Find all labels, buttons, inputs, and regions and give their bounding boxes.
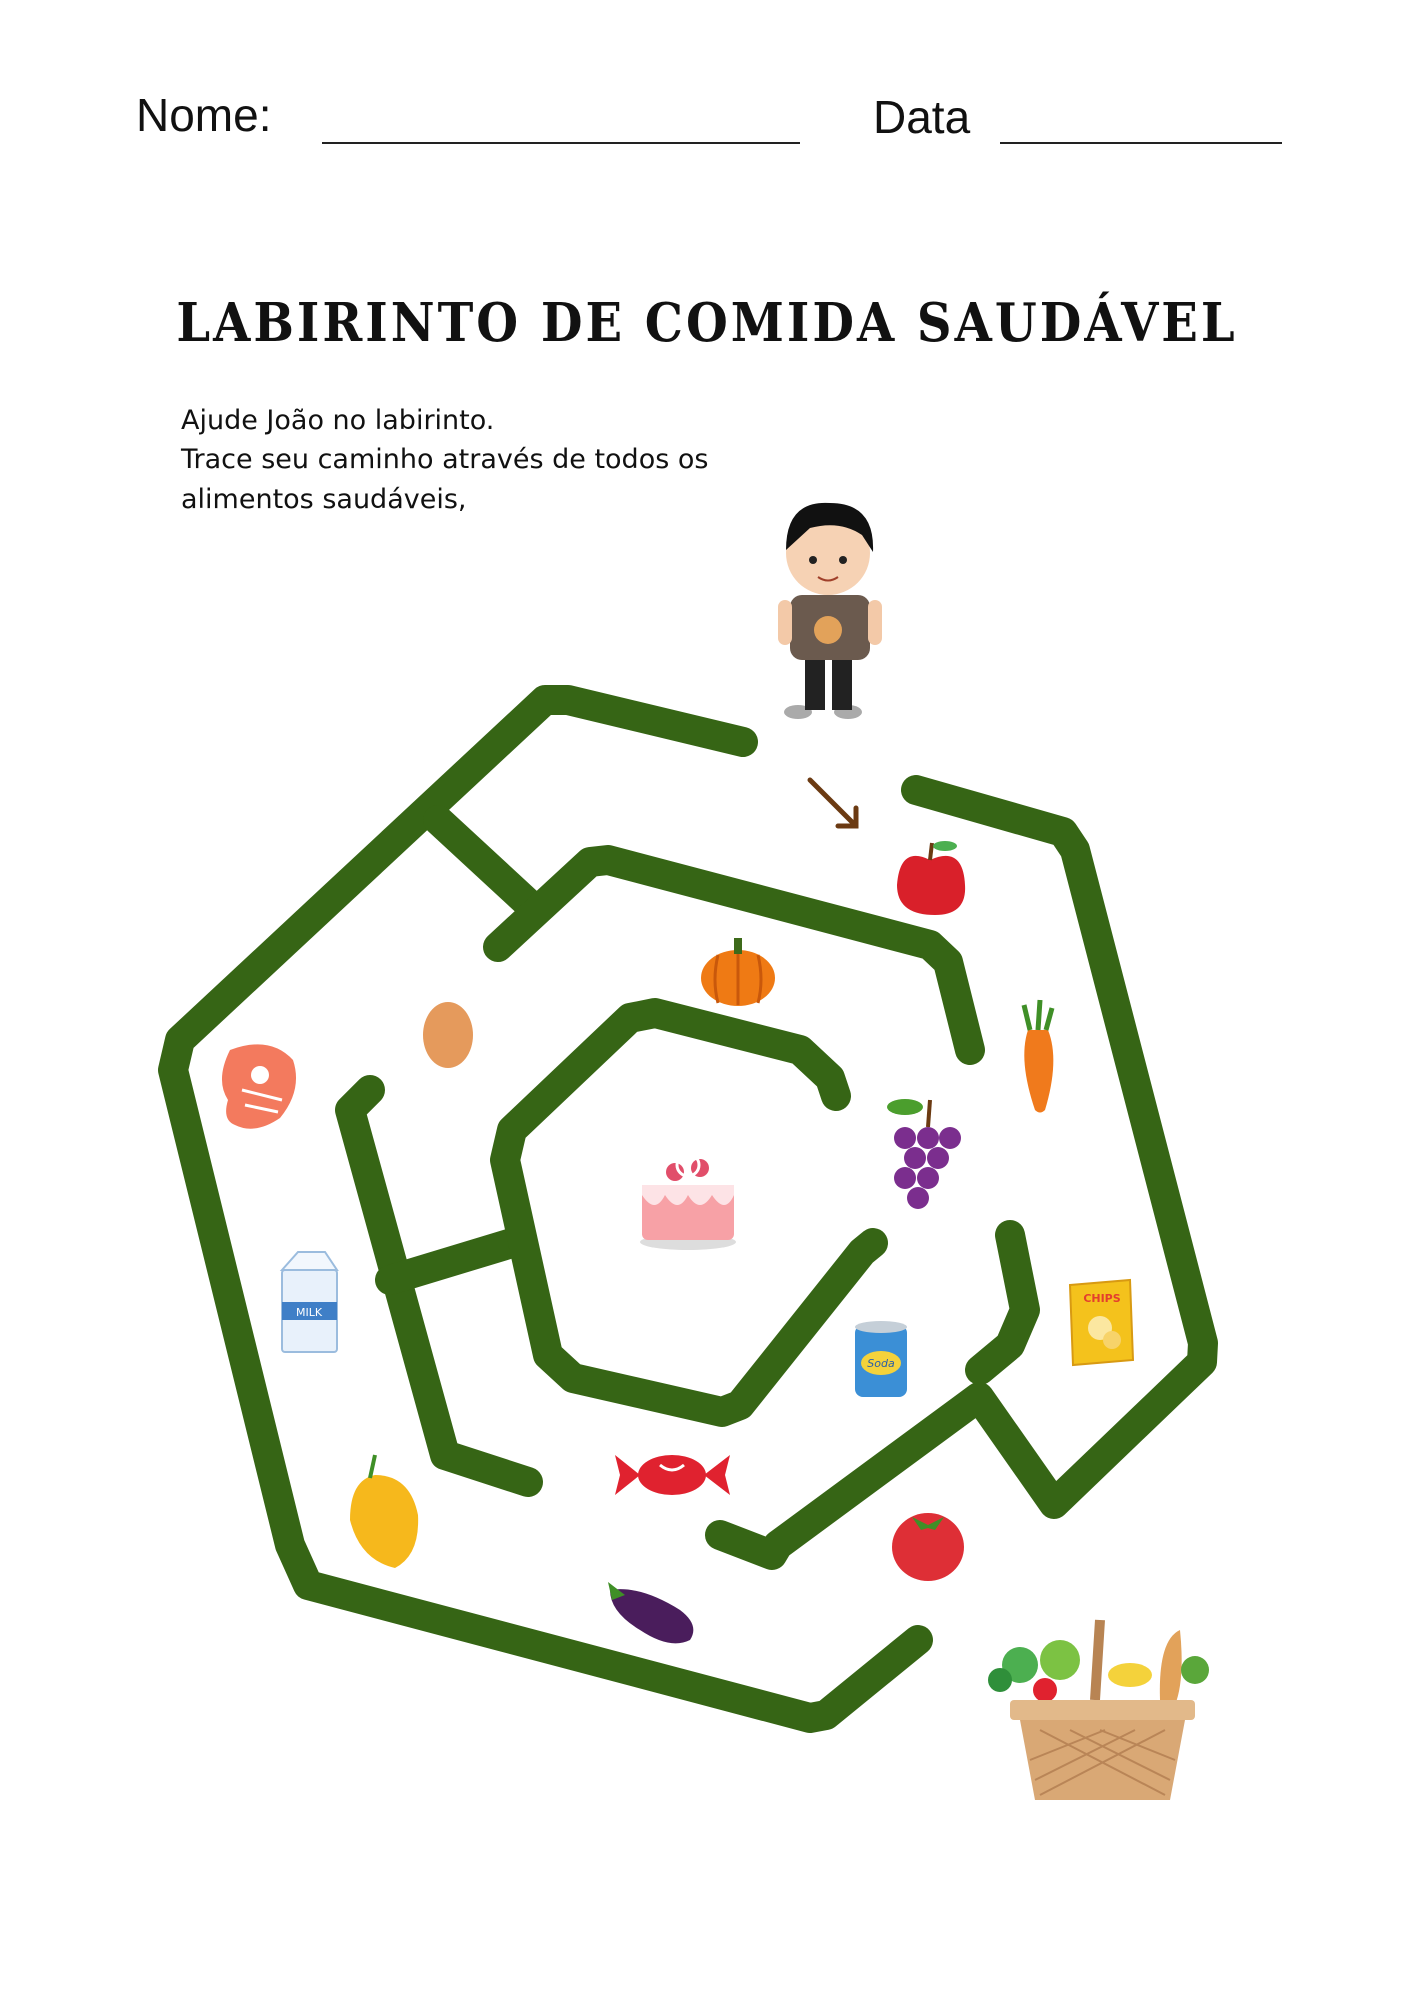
maze-wall-ring2-right — [980, 1235, 1025, 1370]
milk-label: MILK — [295, 1306, 323, 1319]
basket-icon — [988, 1620, 1209, 1800]
pumpkin-icon — [701, 938, 775, 1006]
salmon-icon — [222, 1044, 296, 1128]
instruction-line-3: alimentos saudáveis, — [181, 484, 467, 515]
candy-icon — [615, 1455, 730, 1495]
maze-wall-branch-top — [438, 820, 530, 905]
chips-label: CHIPS — [1083, 1292, 1121, 1305]
eggplant-icon — [608, 1582, 693, 1643]
arrow-icon — [810, 780, 856, 826]
tomato-icon — [892, 1513, 964, 1581]
mango-icon — [350, 1455, 418, 1568]
instruction-line-2: Trace seu caminho através de todos os — [181, 444, 709, 475]
chips-icon — [1070, 1280, 1133, 1365]
maze-wall-branch-left — [390, 1243, 512, 1280]
grape-icon — [887, 1099, 961, 1209]
carrot-icon — [1024, 1000, 1053, 1113]
cake-icon — [640, 1154, 736, 1250]
soda-label: Soda — [867, 1357, 895, 1370]
maze-wall-outer-left — [173, 700, 918, 1718]
apple-icon — [897, 841, 965, 915]
egg-icon — [423, 1002, 473, 1068]
boy-icon — [778, 503, 882, 719]
instruction-line-1: Ajude João no labirinto. — [181, 405, 495, 436]
page-title: LABIRINTO DE COMIDA SAUDÁVEL — [176, 291, 1238, 355]
name-label: Nome: — [136, 89, 272, 141]
date-label: Data — [873, 91, 971, 143]
soda-icon — [855, 1321, 907, 1397]
milk-icon — [282, 1252, 337, 1352]
